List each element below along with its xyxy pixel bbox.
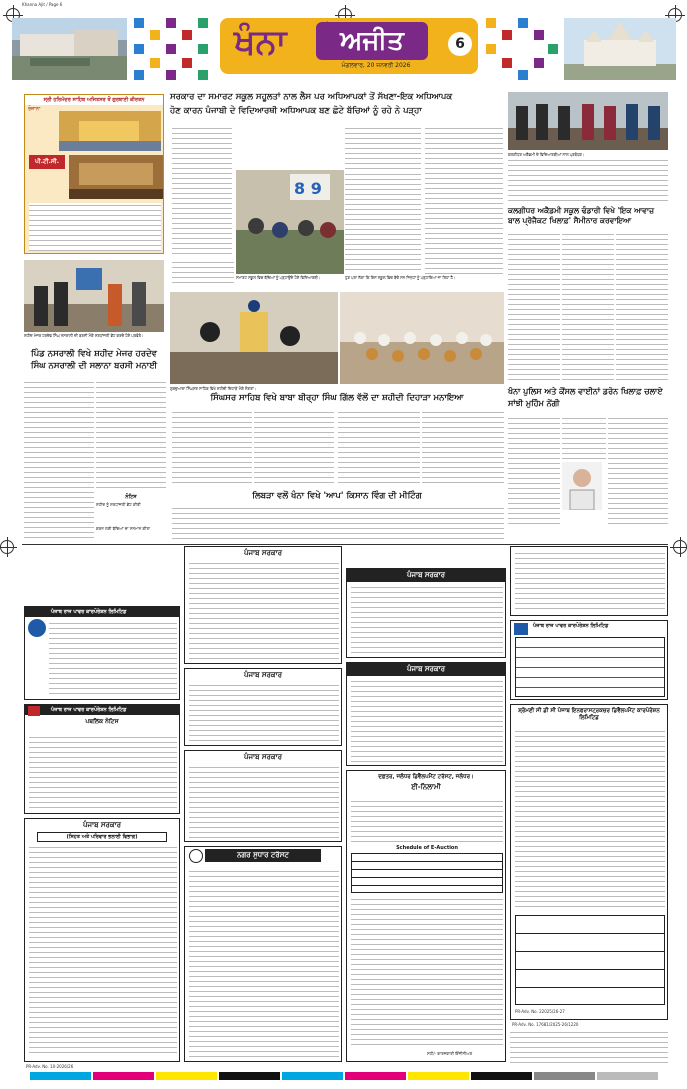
ad-pedda-title: ਸ਼੍ਰੋਮਣੀ ਸੀ ਡੀ ਸੀ ਪੰਜਾਬ ਇਨਫਰਾਸਟ੍ਰਕਚਰ ਡਿਵੈਲਪਮੈਂਟ ਕਾਰਪੋਰੇਸ਼ਨ ਲਿਮਿਟਿਡ bbox=[518, 708, 660, 721]
ad-punjab-sarkar-5-body bbox=[351, 585, 503, 655]
left-mid-caption: ਸ਼ਹੀਦ ਮੇਜਰ ਹਰਦੇਵ ਸਿੰਘ ਨਸਰਾਲੀ ਦੀ ਬਰਸੀ ਮੌਕੇ ਸ਼ਰਧਾਂਜਲੀ ਭੇਂਟ ਕਰਦੇ ਹੋਏ ਪਤਵੰਤੇ। bbox=[24, 333, 144, 338]
ad-pspcl-1-body bbox=[49, 621, 177, 697]
ad-punjab-sarkar-6 bbox=[346, 662, 506, 766]
ad-punjab-sarkar-6-body bbox=[351, 679, 503, 763]
left-top-ad-photo bbox=[59, 111, 161, 151]
right-top-col-2 bbox=[562, 232, 614, 382]
footer-left: PR-Adv. No. 10-2026/26 bbox=[26, 1064, 74, 1069]
ad-punjab-sarkar-2-title: ਪੰਜਾਬ ਸਰਕਾਰ bbox=[243, 549, 282, 557]
left-mid-col-2 bbox=[96, 380, 166, 490]
registration-mark-icon bbox=[673, 540, 687, 554]
ad-pspcl-right-title: ਪੰਜਾਬ ਰਾਜ ਪਾਵਰ ਕਾਰਪੋਰੇਸ਼ਨ ਲਿਮਿਟਿਡ bbox=[533, 623, 609, 629]
ad-punjab-sarkar-4-body bbox=[189, 765, 339, 839]
ad-punjab-sarkar-5 bbox=[346, 568, 506, 658]
masthead-date: ਮੰਗਲਵਾਰ, 20 ਜਨਵਰੀ 2026 bbox=[341, 62, 411, 69]
footer-right: PR-Adv. No. 17681/2025-26/1220 bbox=[512, 1022, 579, 1027]
center-mid-photo-2 bbox=[340, 292, 504, 384]
ad-pspcl-2-body bbox=[29, 735, 177, 811]
ad-punjab-sarkar-4 bbox=[184, 750, 342, 842]
center-mid-col-2 bbox=[254, 410, 334, 484]
masthead-pattern-right bbox=[482, 14, 562, 84]
center-mid-col-3 bbox=[338, 410, 420, 484]
lead-headline-line1: ਸਰਕਾਰ ਦਾ ਸਮਾਰਟ ਸਕੂਲ ਸਹੂਲਤਾਂ ਨਾਲ ਲੈਸ ਪਰ ਅਧਿਆਪਕਾਂ ਤੋਂ ਸੱਖਣਾ-ਇਕ ਅਧਿਆਪਕ bbox=[170, 92, 453, 102]
masthead-pattern bbox=[130, 14, 218, 84]
center-mid-col-5 bbox=[172, 506, 504, 542]
ad-jdt-table bbox=[351, 853, 503, 893]
ad-jdt-auction: ਈ-ਨਿਲਾਮੀ bbox=[411, 783, 441, 791]
ad-punjab-sarkar-6-title: ਪੰਜਾਬ ਸਰਕਾਰ bbox=[347, 663, 505, 676]
center-mid-headline: ਸਿੰਘਸਰ ਸਾਹਿਬ ਵਿਖੇ ਬਾਬਾ ਬੀਰ੍ਹਾ ਸਿੰਘ ਗਿੱਲ ਵੱਲੋਂ ਦਾ ਸ਼ਹੀਦੀ ਦਿਹਾੜਾ ਮਨਾਇਆ bbox=[210, 393, 464, 403]
ad-jdt-schedule: Schedule of E-Auction bbox=[396, 845, 458, 851]
pspcl-logo-icon-2 bbox=[28, 706, 40, 716]
right-top-text bbox=[508, 158, 668, 202]
right-top-headline: ਕਲਗੀਧਰ ਅਕੈਡਮੀ ਸਕੂਲ ਢੰਡਾਰੀ ਵਿਖੇ 'ਇਕ ਆਵਾਜ਼ ਬਾਲ ਪ੍ਰੋਜੈਕਟ ਖਿਲਾਫ਼' ਸੈਮੀਨਾਰ ਕਰਵਾਇਆ bbox=[508, 206, 655, 225]
left-box-note-text: ਸ਼ਹੀਦ ਨੂੰ ਸ਼ਰਧਾਂਜਲੀ ਭੇਂਟ ਕੀਤੀ bbox=[96, 502, 141, 507]
color-registration-bar bbox=[30, 1072, 658, 1080]
right-mid-col-2 bbox=[562, 416, 606, 460]
right-mid-headline: ਖੰਨਾ ਪੁਲਿਸ ਅਤੇ ਕੌਂਸਲ ਵਾਈਨਾਂ ਡਰੋਨ ਖਿਲਾਫ਼ ਚਲਾਏ ਸਾਂਝੀ ਮੁਹਿੰਮ ਨੇਂਗੀ bbox=[508, 387, 663, 408]
ad-punjab-sarkar-5-title: ਪੰਜਾਬ ਸਰਕਾਰ bbox=[347, 569, 505, 582]
svg-text:8 9: 8 9 bbox=[294, 179, 322, 198]
ad-punjab-sarkar-2-body bbox=[189, 561, 339, 661]
masthead-title-right: ਅਜੀਤ bbox=[316, 22, 428, 60]
ad-jdt bbox=[346, 770, 506, 1062]
left-top-ad-ptc: ਪੀ.ਟੀ.ਸੀ. bbox=[29, 155, 65, 169]
center-mid-caption: ਗੁਰਦੁਆਰਾ ਸਿੰਘਸਰ ਸਾਹਿਬ ਵਿਖੇ ਸ਼ਹੀਦੀ ਦਿਹਾੜੇ ਮੌਕੇ ਸੰਗਤਾਂ। bbox=[170, 386, 257, 391]
center-mid-col-1 bbox=[172, 410, 252, 484]
center-mid-photo-1 bbox=[170, 292, 338, 384]
ad-pspcl-2 bbox=[24, 704, 180, 814]
trust-logo-icon bbox=[189, 849, 203, 863]
right-mid-portrait bbox=[562, 462, 602, 510]
ad-pspcl-right bbox=[510, 620, 668, 700]
ad-pspcl-right-table bbox=[515, 637, 665, 697]
ad-jdt-sign: ਸਹੀ/- ਕਾਰਜਕਾਰੀ ਇੰਜੀਨੀਅਰ bbox=[427, 1051, 473, 1056]
lead-caption-right: ਹੁਣ ਪਤਾ ਲੱਗਾ ਕਿ ਇਸ ਸਕੂਲ ਵਿਚ ਬੱਚੇ ਸਨ ਜਿਨ੍ਹਾਂ ਨੂੰ ਪੜ੍ਹਾਇਆ ਜਾ ਰਿਹਾ ਹੈ। bbox=[345, 275, 456, 280]
ad-nagar-sudhar-title: ਨਗਰ ਸੁਧਾਰ ਟਰੱਸਟ bbox=[205, 849, 321, 862]
ad-pspcl-1-title: ਪੰਜਾਬ ਰਾਜ ਪਾਵਰ ਕਾਰਪੋਰੇਸ਼ਨ ਲਿਮਿਟਿਡ bbox=[25, 607, 179, 617]
pspcl-logo-icon-3 bbox=[514, 623, 528, 635]
masthead-left-photo bbox=[12, 18, 127, 80]
right-top-col-3 bbox=[616, 232, 668, 382]
ad-sehat-sub: (ਸਿਹਤ ਅਤੇ ਪਰਿਵਾਰ ਭਲਾਈ ਵਿਭਾਗ) bbox=[37, 832, 167, 842]
ad-right-bottom-text bbox=[510, 1030, 668, 1066]
left-top-ad bbox=[24, 94, 164, 254]
ad-sehat bbox=[24, 818, 180, 1062]
left-mid-col-1 bbox=[24, 380, 94, 540]
masthead bbox=[12, 14, 676, 86]
lead-headline-line2: ਹੋਣ ਕਾਰਨ ਪੰਜਾਬੀ ਦੇ ਵਿਦਿਆਰਥੀ ਅਧਿਆਪਕ ਬਣ ਛੋਟੇ ਬੱਚਿਆਂ ਨੂੰ ਰਹੇ ਨੇ ਪੜ੍ਹਾ bbox=[170, 106, 422, 116]
left-box-note-head: ਨੋਟਿਸ bbox=[125, 494, 137, 500]
right-mid-col-3 bbox=[608, 416, 668, 528]
ad-sehat-title: ਪੰਜਾਬ ਸਰਕਾਰ bbox=[82, 821, 121, 829]
left-top-ad-text bbox=[29, 203, 161, 251]
ad-public-notice: ਪਬਲਿਕ ਨੋਟਿਸ bbox=[85, 718, 119, 725]
left-box-note-line: ਕਰਨ ਲਈ ਬੱਚਿਆਂ ਦਾ ਸਨਮਾਨ ਕੀਤਾ bbox=[96, 526, 151, 531]
ad-jdt-terms bbox=[351, 897, 503, 1047]
right-top-col-1 bbox=[508, 232, 560, 382]
pspcl-logo-icon bbox=[28, 619, 46, 637]
right-top-photo bbox=[508, 92, 668, 150]
ad-nagar-sudhar-body bbox=[189, 869, 339, 1059]
lead-column-bottom bbox=[172, 260, 234, 284]
ad-right-notice bbox=[510, 546, 668, 616]
left-mid-headline: ਪਿੰਡ ਨਸਰਾਲੀ ਵਿਖੇ ਸ਼ਹੀਦ ਮੇਜਰ ਹਰਦੇਵ ਸਿੰਘ ਨਸਰਾਲੀ ਦੀ ਸਲਾਨਾ ਬਰਸੀ ਮਨਾਈ bbox=[30, 349, 158, 371]
ad-jdt-daftar: ਦਫ਼ਤਰ, ਜਲੰਧਰ ਡਿਵੈਲਪਮੈਂਟ ਟਰੱਸਟ, ਜਲੰਧਰ। bbox=[378, 774, 474, 780]
left-top-ad-title: ਸ੍ਰੀ ਹਰਿਮੰਦਰ ਸਾਹਿਬ ਅਜਿਤਸਰ ਤੋਂ ਗੁਰਬਾਣੀ ਕੀਰਤਨ bbox=[25, 95, 163, 105]
right-mid-col-1 bbox=[508, 416, 560, 528]
lead-column-3 bbox=[425, 126, 503, 274]
left-mid-photo bbox=[24, 260, 164, 332]
lead-caption-left: ਸਮਾਰਟ ਸਕੂਲ ਵਿਚ ਬੱਚਿਆਂ ਨੂੰ ਪੜ੍ਹਾਉਂਦੇ ਹੋਏ ਵਿਦਿਆਰਥੀ। bbox=[236, 275, 321, 280]
page-number-badge: 6 bbox=[448, 32, 472, 56]
print-line: Khanna Ajit / Page 6 bbox=[22, 2, 63, 7]
ad-pedda-table bbox=[515, 915, 665, 1005]
ad-punjab-sarkar-3-title: ਪੰਜਾਬ ਸਰਕਾਰ bbox=[243, 671, 282, 679]
left-top-ad-photo2 bbox=[69, 155, 163, 199]
center-mid-col-4 bbox=[422, 410, 504, 484]
ad-pedda-body bbox=[515, 729, 665, 909]
ad-pedda bbox=[510, 704, 668, 1020]
masthead-right-photo bbox=[564, 18, 676, 80]
ad-punjab-sarkar-3-body bbox=[189, 683, 339, 743]
ad-jdt-body bbox=[351, 799, 503, 843]
lead-column-2 bbox=[345, 126, 421, 170]
ad-right-notice-body bbox=[515, 551, 665, 613]
ad-punjab-sarkar-2 bbox=[184, 546, 342, 664]
ad-punjab-sarkar-4-title: ਪੰਜਾਬ ਸਰਕਾਰ bbox=[243, 753, 282, 761]
center-mid-headline2: ਲਿਬੜਾ ਵਲੋਂ ਖੰਨਾ ਵਿਖੇ 'ਆਪ' ਕਿਸਾਨ ਵਿੰਗ ਦੀ ਮੀਟਿੰਗ bbox=[252, 491, 422, 501]
ad-pspcl-1 bbox=[24, 606, 180, 700]
ad-nagar-sudhar bbox=[184, 846, 342, 1062]
section-divider bbox=[22, 544, 668, 545]
ad-pedda-adv: PR-Adv. No. 22025/26-27 bbox=[515, 1009, 565, 1014]
lead-column-1 bbox=[172, 126, 232, 256]
right-top-caption: ਕਲਗੀਧਰ ਅਕੈਡਮੀ ਦੇ ਵਿਦਿਆਰਥੀਆਂ ਨਾਲ ਪ੍ਰਬੰਧਕ। bbox=[508, 152, 585, 157]
masthead-title-left: ਖੰਨਾ bbox=[234, 22, 287, 62]
lead-photo-classroom bbox=[236, 170, 344, 274]
left-top-ad-sub: ਰੋਜ਼ਾਨਾ bbox=[28, 106, 41, 112]
registration-mark-icon bbox=[0, 540, 14, 554]
lead-column-4 bbox=[345, 172, 421, 274]
ad-pspcl-2-title: ਪੰਜਾਬ ਰਾਜ ਪਾਵਰ ਕਾਰਪੋਰੇਸ਼ਨ ਲਿਮਿਟਿਡ bbox=[25, 705, 179, 715]
ad-sehat-body bbox=[29, 845, 177, 1057]
ad-punjab-sarkar-3 bbox=[184, 668, 342, 746]
masthead-title-block bbox=[220, 18, 478, 74]
